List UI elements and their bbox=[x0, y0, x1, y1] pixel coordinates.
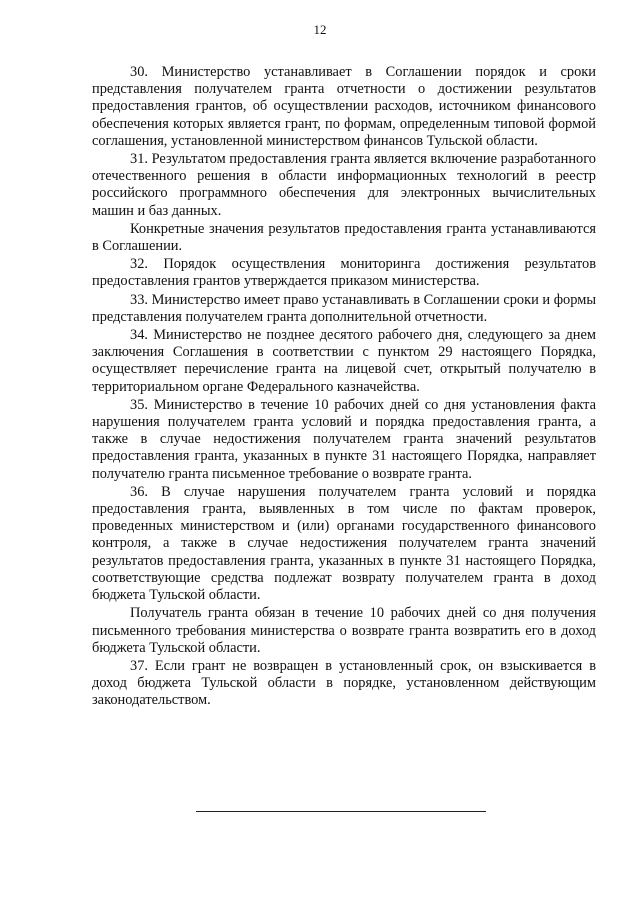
paragraph-34: 34. Министерство не позднее десятого рабочего дня, следующего за днем заключения Соглашения в соответствии с пунктом 29 настоящего Порядка, осуществляет перечисление гранта на лицевой счет, открытый получателю в территориальном органе Федерального казначейства. bbox=[92, 327, 596, 395]
paragraph-36: 36. В случае нарушения получателем гранта условий и порядка предоставления гранта, выявленных в том числе по фактам проверок, проведенных министерством и (или) органами государственного финансового контроля, а также в случае недостижения получателем гранта значений результатов предоставления гранта, указанных в пункте 31 настоящего Порядка, соответствующие средства подлежат возврату получателем гранта в доход бюджета Тульской области. bbox=[92, 483, 596, 604]
paragraph-33: 33. Министерство имеет право устанавливать в Соглашении сроки и формы представления получателем гранта дополнительной отчетности. bbox=[92, 291, 596, 325]
paragraph-32: 32. Порядок осуществления мониторинга достижения результатов предоставления грантов утверждается приказом министерства. bbox=[92, 256, 596, 290]
paragraph-36-recipient-obligation: Получатель гранта обязан в течение 10 рабочих дней со дня получения письменного требования министерства о возврате гранта возвратить его в доход бюджета Тульской области. bbox=[92, 605, 596, 656]
paragraph-31: 31. Результатом предоставления гранта является включение разработанного отечественного решения в области информационных технологий в реестр российского программного обеспечения для электронных вычислительных машин и баз данных. bbox=[92, 151, 596, 219]
paragraph-31-results: Конкретные значения результатов предоставления гранта устанавливаются в Соглашении. bbox=[92, 220, 596, 255]
paragraph-30: 30. Министерство устанавливает в Соглашении порядок и сроки представления получателем гранта отчетности о достижении результатов предоставления грантов, об осуществлении расходов, источником финансового обеспечения которых является грант, по формам, определенным типовой формой соглашения, установленной министерством финансов Тульской области. bbox=[92, 64, 596, 149]
page-number: 12 bbox=[313, 22, 327, 37]
document-body bbox=[92, 64, 596, 711]
paragraph-37: 37. Если грант не возвращен в установленный срок, он взыскивается в доход бюджета Тульской области в порядке, установленном действующим законодательством. bbox=[92, 657, 596, 709]
closing-divider-line bbox=[196, 811, 486, 812]
paragraph-35: 35. Министерство в течение 10 рабочих дней со дня установления факта нарушения получателем гранта условий и порядка предоставления гранта, а также в случае недостижения получателем гранта значений результатов предоставления гранта, указанных в пункте 31 настоящего Порядка, направляет получателю гранта письменное требование о возврате гранта. bbox=[92, 396, 596, 482]
